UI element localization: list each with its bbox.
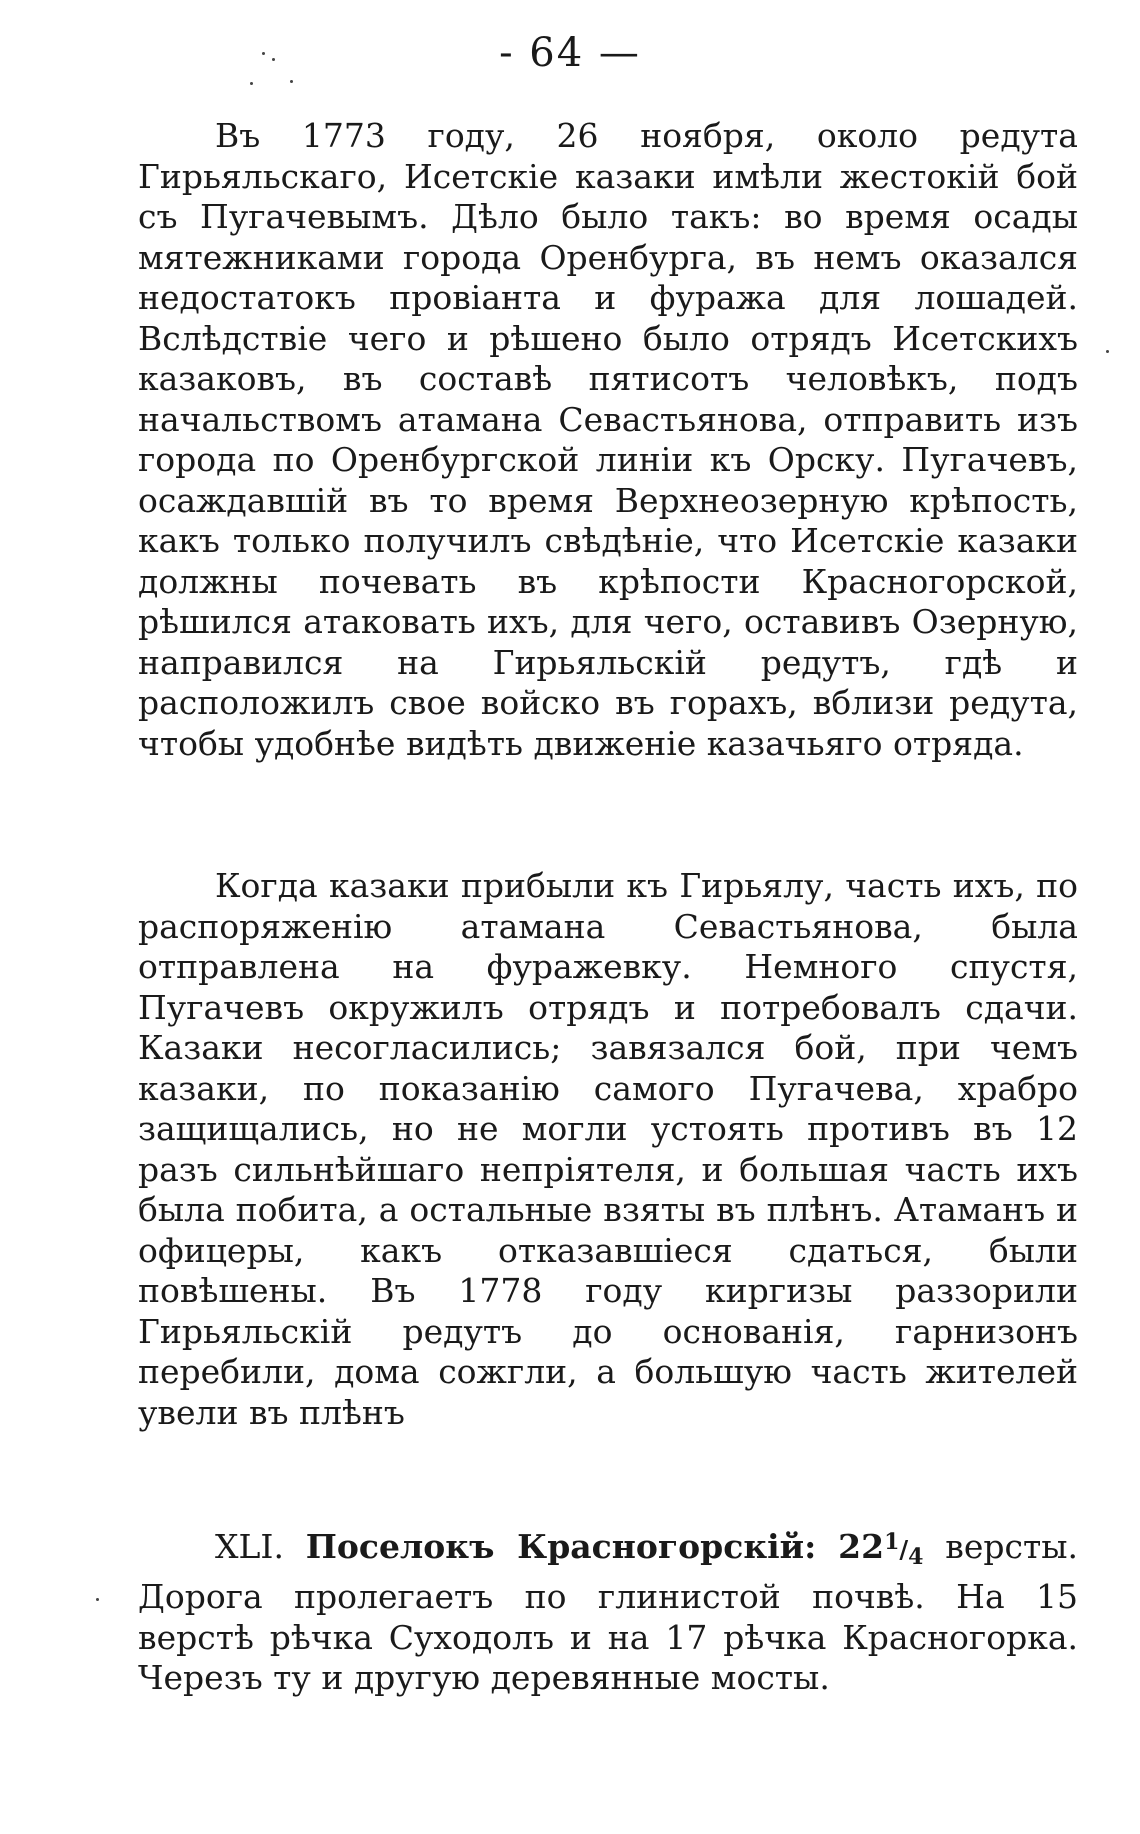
distance-unit: версты. [945, 1527, 1078, 1566]
distance-numerator: 1 [884, 1529, 900, 1555]
paragraph-2: Когда казаки прибыли къ Гирьялу, часть ихъ, по распоряженію атамана Севастьянова, была отправлена на фуражевку. Немного спустя, Пугачевъ окружилъ отрядъ и потребовалъ сдачи. Казаки несогласились; завязался бой, при чемъ казаки, по показанію самого Пугачева, храбро защищались, но не могли устоять противъ въ 12 разъ сильнѣйшаго непріятеля, и большая часть ихъ была побита, а остальные взяты въ плѣнъ. Атаманъ и офицеры, какъ отказавшіеся сдаться, были повѣшены. Въ 1778 году киргизы раззорили Гирьяльскій редутъ до основанія, гарнизонъ перебили, дома сожгли, а большую часть жителей увели въ плѣнъ [138, 866, 1078, 1432]
print-speck [272, 58, 275, 61]
section-number: XLI. [215, 1527, 284, 1566]
print-speck [250, 82, 253, 85]
print-speck [1106, 350, 1109, 353]
distance-denominator: 4 [908, 1543, 924, 1570]
print-speck [262, 52, 265, 55]
page-number: - 64 — [499, 30, 641, 76]
distance-fraction: $^1/_4$ [884, 1529, 924, 1570]
section-paragraph [138, 1522, 1078, 1699]
section-distance [838, 1527, 924, 1570]
print-speck [96, 1598, 99, 1601]
section-title: Поселокъ Красногорскій: [305, 1527, 817, 1566]
paragraph-1: Въ 1773 году, 26 ноября, около редута Гирьяльскаго, Исетскіе казаки имѣли жестокій бой съ Пугачевымъ. Дѣло было такъ: во время осады мятежниками города Оренбурга, въ немъ оказался недостатокъ провіанта и фуража для лошадей. Вслѣдствіе чего и рѣшено было отрядъ Исетскихъ казаковъ, въ составѣ пятисотъ человѣкъ, подъ начальствомъ атамана Севастьянова, отправить изъ города по Оренбургской линіи къ Орску. Пугачевъ, осаждавшій въ то время Верхнеозерную крѣпость, какъ только получилъ свѣдѣніе, что Исетскіе казаки должны почевать въ крѣпости Красногорской, рѣшился атаковать ихъ, для чего, оставивъ Озерную, направился на Гирьяльскій редутъ, гдѣ и расположилъ свое войско въ горахъ, вблизи редута, чтобы удобнѣе видѣть движеніе казачьяго отряда. [138, 116, 1078, 763]
print-speck [290, 80, 293, 83]
distance-whole: 22 [838, 1527, 885, 1566]
section-body: Дорога пролегаетъ по глинистой почвѣ. На 15 верстѣ рѣчка Суходолъ и на 17 рѣчка Красногорка. Черезъ ту и другую деревянные мосты. [138, 1577, 1078, 1698]
